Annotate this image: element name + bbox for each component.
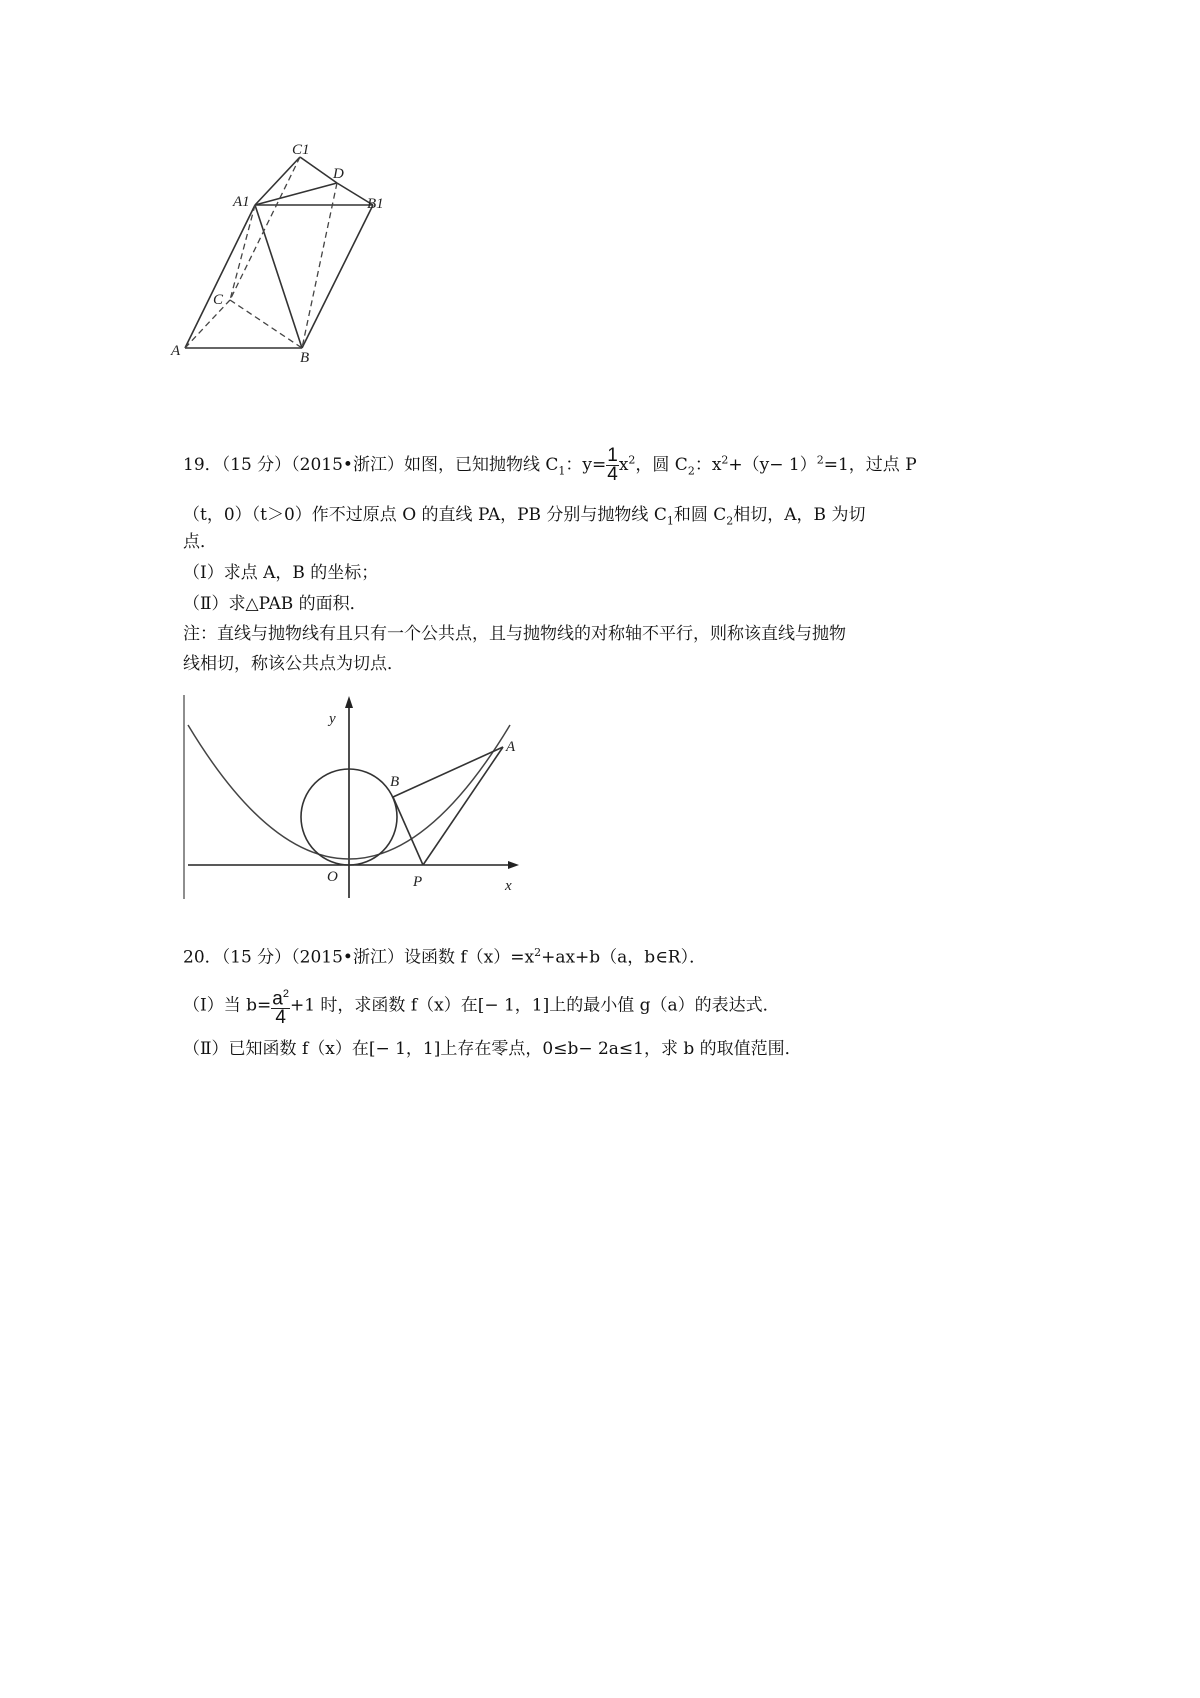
label-O: O <box>327 869 338 885</box>
q19-part2: （Ⅱ）求△PAB 的面积． <box>183 594 367 614</box>
q19-line2: （t，0）（t＞0）作不过原点 O 的直线 PA，PB 分别与抛物线 $C_1$和圆 $C_2$相切，A，B 为切 <box>183 505 866 528</box>
label-A: A <box>506 739 516 755</box>
prism-figure <box>165 140 405 370</box>
q19-note-line1: 注：直线与抛物线有且只有一个公共点，且与抛物线的对称轴不平行，则称该直线与抛物 <box>183 624 846 644</box>
fraction-one-quarter: $\frac{1}{4}$ <box>607 445 618 485</box>
label-C: C <box>213 292 224 308</box>
q19-part1: （Ⅰ）求点 A，B 的坐标； <box>183 563 379 583</box>
label-B1: B1 <box>367 196 384 212</box>
label-B: B <box>300 350 310 366</box>
label-A: A <box>171 343 181 359</box>
label-C1: C1 <box>292 142 310 158</box>
q19-line3: 点． <box>183 532 217 552</box>
parabola-circle-figure <box>183 693 523 903</box>
label-D: D <box>333 166 344 182</box>
q20-line1: 20．（15 分）（2015•浙江）设函数 $f(x)=x^2+ax+b(a$，b∈R）． <box>183 946 707 968</box>
q20-part1: （Ⅰ）当 b= $\frac{a^2}{4}$ +1 时，求函数 f（x）在[− 1，1]上的最小值 g（a）的表达式． <box>183 985 780 1027</box>
label-A1: A1 <box>233 194 250 210</box>
q19-note-line2: 线相切，称该公共点为切点． <box>183 654 404 674</box>
q20-part2: （Ⅱ）已知函数 f（x）在[− 1，1]上存在零点，0≤b− 2a≤1，求 b 的取值范围． <box>183 1039 802 1059</box>
label-P: P <box>413 874 423 890</box>
label-x: x <box>505 878 512 894</box>
label-B: B <box>390 774 400 790</box>
label-y: y <box>329 711 336 727</box>
fraction-a-squared-over-4: $\frac{a^2}{4}$ <box>271 985 290 1027</box>
q19-line1: 19．（15 分）（2015•浙江）如图，已知抛物线 $C_1$：y= $\frac{1}{4}$ $x^2$，圆 $C_2$：$x^2+(y- 1)^2=1$，过点 P <box>183 445 917 485</box>
